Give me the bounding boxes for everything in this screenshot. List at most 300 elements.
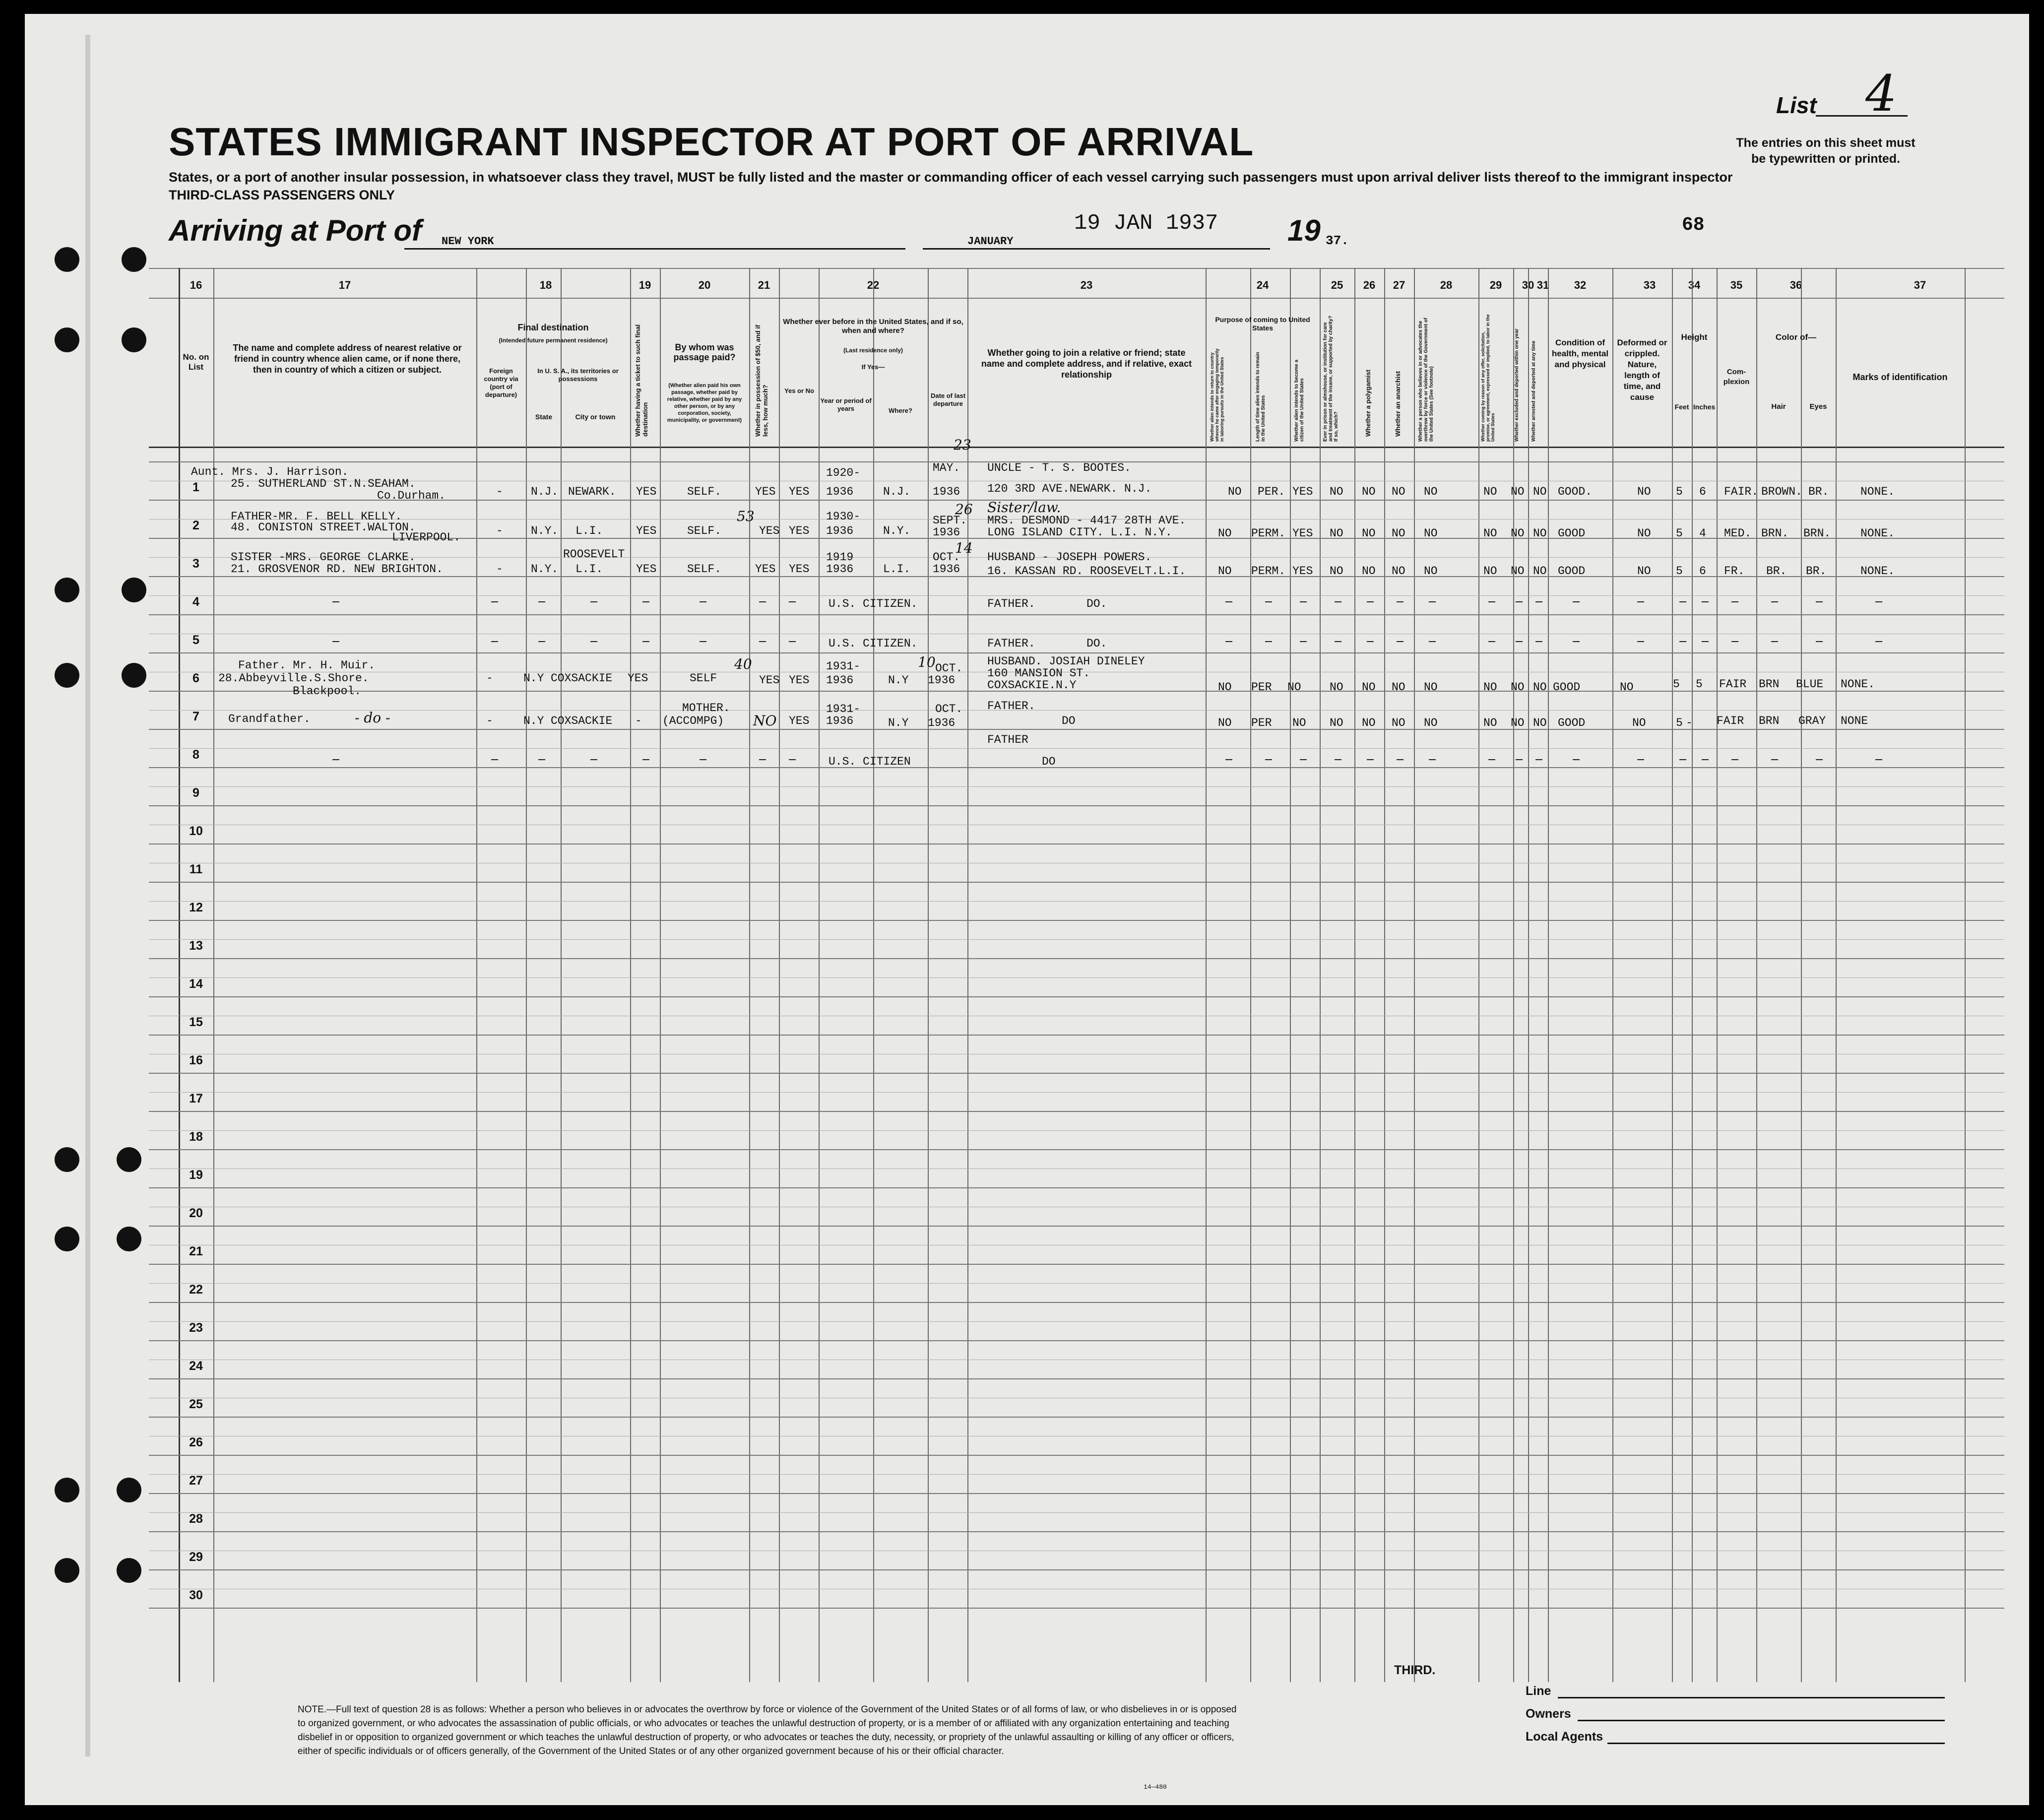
row-rule [149, 729, 2004, 730]
arrested-value: NO [1533, 716, 1547, 729]
dash-mark [1300, 759, 1307, 760]
arrested-value: NO [1533, 527, 1547, 540]
anarchist-value: NO [1392, 565, 1405, 578]
hdr-excluded: Whether excluded and deported within one year [1514, 328, 1520, 442]
departure-month: MAY. [933, 461, 960, 474]
prison-value: NO [1330, 716, 1343, 729]
hdr-passage: By whom was passage paid? [673, 342, 736, 362]
col-num: 20 [698, 279, 711, 291]
date-stamp: 19 JAN 1937 [1074, 211, 1218, 236]
hdr-ticket: Whether having a ticket to such final destination [634, 324, 649, 437]
column-line [928, 268, 929, 1682]
dash-mark [538, 759, 545, 760]
height-feet: 5 [1676, 716, 1683, 729]
dash-mark [1225, 759, 1232, 760]
height-inches: 4 [1699, 527, 1706, 540]
row-number: 24 [189, 1359, 203, 1373]
owners-underline [1578, 1720, 1945, 1721]
dash-mark [1516, 601, 1523, 602]
joining-address: 120 3RD AVE.NEWARK. N.J. [987, 482, 1152, 495]
purpose-length: PER [1251, 716, 1272, 729]
dash-mark [1816, 641, 1823, 642]
column-line [561, 268, 562, 1682]
entries-note: The entries on this sheet must be typewritten or printed. [1736, 136, 1916, 166]
binder-hole [117, 1147, 141, 1172]
dash-mark [1535, 641, 1542, 642]
dash-mark [1535, 601, 1542, 602]
departure-month: OCT. [935, 703, 963, 715]
ticket-value: YES [636, 524, 657, 537]
dest-city: COXSACKIE [551, 672, 613, 685]
col-num: 34 [1688, 279, 1701, 291]
column-line [1756, 268, 1757, 1682]
eyes-value: BLUE [1796, 678, 1824, 691]
anarchist-value: NO [1392, 716, 1405, 729]
height-inches: - [1686, 716, 1693, 729]
binder-hole [117, 1478, 141, 1502]
dash-mark [789, 759, 796, 760]
relative-address-line: Co.Durham. [377, 489, 446, 502]
prison-value: NO [1330, 485, 1343, 498]
dash-mark [1335, 759, 1341, 760]
hdr-relative: The name and complete address of nearest relative or friend in country whence alien came, or if none there, then in country of which a citizen or subject. [233, 343, 462, 375]
purpose-length: PERM. [1251, 527, 1286, 540]
col-num: 21 [758, 279, 770, 291]
dest-city: L.I. [575, 524, 603, 537]
dest-state: N.Y. [531, 524, 559, 537]
dash-mark [1488, 641, 1495, 642]
dash-mark [491, 759, 498, 760]
column-line [1354, 268, 1355, 1682]
agents-underline [1607, 1743, 1945, 1744]
hdr-purpose: Purpose of coming to United States [1215, 316, 1310, 332]
row-rule [149, 1264, 2004, 1265]
complexion-value: FAIR. [1724, 485, 1759, 498]
arrested-value: NO [1533, 485, 1547, 498]
prison-value: NO [1330, 527, 1343, 540]
years-period: 1919 [826, 551, 854, 564]
deformed-value: NO [1637, 565, 1651, 578]
purpose-citizen: YES [1292, 485, 1313, 498]
joining-relative: FATHER. [987, 637, 1035, 650]
arriving-label: Arriving at Port of [169, 214, 422, 247]
form-code: 14—480 [1144, 1783, 1167, 1791]
years-period: 1936 [826, 715, 854, 727]
dash-mark [1488, 759, 1495, 760]
departure-year: 1936 [928, 674, 956, 687]
row-sub-rule [149, 1092, 2004, 1093]
row-rule [149, 1149, 2004, 1150]
row-number: 17 [189, 1092, 203, 1105]
row-number: 28 [189, 1512, 203, 1526]
row-sub-rule [149, 1283, 2004, 1284]
third-class-label: THIRD. [1394, 1663, 1436, 1677]
joining-relative: FATHER. [987, 700, 1035, 713]
arrested-value: NO [1533, 565, 1547, 578]
foreign-country: - [486, 672, 493, 685]
excluded-value: NO [1511, 485, 1525, 498]
deformed-value: NO [1637, 527, 1651, 540]
overthrow-value: NO [1424, 565, 1438, 578]
ticket-value: YES [628, 672, 648, 685]
dest-state: N.J. [531, 485, 559, 498]
before-us: YES [789, 715, 810, 727]
row-sub-rule [149, 901, 2004, 902]
height-feet: 5 [1676, 485, 1683, 498]
dash-mark [1875, 759, 1882, 760]
row-sub-rule [149, 1130, 2004, 1131]
joining-ditto: DO [1062, 715, 1076, 727]
dash-mark [1573, 641, 1580, 642]
dest-city: ROOSEVELT [563, 548, 625, 561]
years-period: 1936 [826, 563, 854, 576]
col-num: 26 [1363, 279, 1376, 291]
hdr-polygamist: Whether a polygamist [1364, 369, 1372, 437]
hair-value: BRN. [1761, 527, 1789, 540]
page-title: STATES IMMIGRANT INSPECTOR AT PORT OF ARRIVAL [169, 120, 1254, 164]
purpose-length: PER [1251, 681, 1272, 694]
dash-mark [491, 601, 498, 602]
col-num: 28 [1440, 279, 1453, 291]
joining-address: 16. KASSAN RD. ROOSEVELT.L.I. [987, 565, 1186, 578]
row-number: 20 [189, 1206, 203, 1220]
dash-mark [1488, 601, 1495, 602]
column-line [779, 268, 780, 1682]
row-number: 3 [192, 557, 199, 571]
binder-hole [117, 1227, 141, 1251]
dash-mark [1573, 601, 1580, 602]
relative-name: Aunt. Mrs. J. Harrison. [191, 465, 349, 478]
year-prefix: 19 [1287, 214, 1321, 247]
dest-state: N.Y [523, 715, 544, 727]
deformed-value: NO [1637, 485, 1651, 498]
page-code: 68 [1682, 214, 1705, 236]
ticket-value: YES [636, 485, 657, 498]
hdr-prison: Ever in prison or almshouse, or institution for care and treatment of the insane, or supported by charity? If so, which? [1323, 316, 1339, 442]
hdr-in-usa: In U. S. A., its territories or possessions [537, 367, 619, 383]
dash-mark [1397, 759, 1404, 760]
dash-mark [642, 641, 649, 642]
col-num: 31 [1536, 279, 1549, 291]
class-line: THIRD-CLASS PASSENGERS ONLY [169, 188, 395, 202]
departure-year: 1936 [933, 563, 960, 576]
eyes-value: GRAY [1798, 715, 1826, 727]
binder-hole [55, 1227, 79, 1251]
dash-mark [1816, 601, 1823, 602]
col-num: 24 [1256, 279, 1269, 291]
col-num: 37 [1914, 279, 1926, 291]
agents-label: Local Agents [1526, 1730, 1603, 1744]
foreign-country: - [486, 715, 493, 727]
marks-value: NONE. [1841, 678, 1875, 691]
row-rule [149, 1226, 2004, 1227]
polygamist-value: NO [1362, 681, 1376, 694]
binder-hole [122, 327, 146, 352]
col-num: 36 [1789, 279, 1802, 291]
col-num: 29 [1489, 279, 1502, 291]
hdr-purpose-c: Whether alien intends to become a citizen of the United States [1294, 359, 1305, 442]
joining-ditto: DO [1042, 755, 1056, 768]
years-period: 1936 [826, 524, 854, 537]
column-line [1206, 268, 1207, 1682]
row-number: 29 [189, 1550, 203, 1564]
port-underline [404, 248, 905, 250]
row-rule [149, 882, 2004, 883]
relative-address-line: LIVERPOOL. [392, 531, 461, 544]
money-value: YES [755, 563, 776, 576]
page-subtitle: States, or a port of another insular possession, in whatsoever class they travel, MUST be fully listed and the master or commanding officer of each vessel carrying such passengers must upon arrival deliver lists thereof to the immigrant inspector [169, 170, 1733, 185]
column-line [819, 268, 820, 1682]
binder-hole [117, 1558, 141, 1583]
hdr-deformed: Deformed or crippled. Nature, length of time, and cause [1617, 338, 1667, 402]
joining-address-line: COXSACKIE.N.Y [987, 679, 1077, 692]
dash-mark [590, 601, 597, 602]
years-period: 1931- [826, 660, 861, 673]
row-sub-rule [149, 710, 2004, 711]
departure-day-note: 23 [954, 437, 971, 453]
relative-name: Grandfather. [228, 713, 311, 725]
purpose-citizen: YES [1292, 565, 1313, 578]
passage-paid-note: (ACCOMPG) [662, 715, 724, 727]
column-line [476, 268, 477, 1682]
row-number: 11 [189, 862, 203, 876]
dash-mark [1265, 641, 1272, 642]
dash-mark [1397, 601, 1404, 602]
relative-name: SISTER -MRS. GEORGE CLARKE. [231, 551, 416, 564]
labor-offer-value: NO [1483, 681, 1497, 694]
row-sub-rule [149, 748, 2004, 749]
row-rule [149, 691, 2004, 692]
purpose-length: PERM. [1251, 565, 1286, 578]
hdr-city: City or town [575, 413, 616, 421]
col-num: 16 [190, 279, 202, 291]
departure-month: OCT. [935, 662, 963, 675]
dash-mark [1300, 641, 1307, 642]
relative-address: 48. CONISTON STREET.WALTON. [231, 521, 416, 534]
foreign-country: - [496, 563, 503, 576]
dest-state: N.Y [523, 672, 544, 685]
labor-offer-value: NO [1483, 527, 1497, 540]
dest-city: L.I. [575, 563, 603, 576]
health-value: GOOD [1553, 681, 1581, 694]
years-period: 1936 [826, 674, 854, 687]
hdr-passage-note: (Whether alien paid his own passage, whether paid by relative, whether paid by any other person, or by any corporation, society, municipality, or government) [667, 383, 742, 423]
hdr-purpose-b: Length of time alien intends to remain in the United States [1255, 352, 1266, 442]
dash-mark [1816, 759, 1823, 760]
hdr-no-on-list: No. on List [183, 352, 209, 372]
binder-hole [55, 1558, 79, 1583]
row-rule [149, 1378, 2004, 1379]
column-line [1250, 268, 1251, 1682]
column-line [1478, 268, 1479, 1682]
dash-mark [759, 641, 766, 642]
hdr-health: Condition of health, mental and physical [1551, 338, 1609, 369]
hair-value: BRN [1759, 678, 1780, 691]
money-note: 53 [737, 508, 755, 524]
joining-ditto: DO. [1086, 637, 1107, 650]
hdr-color: Color of— [1775, 332, 1817, 342]
passage-paid: SELF. [687, 485, 722, 498]
row-sub-rule [149, 1321, 2004, 1322]
col-num: 32 [1574, 279, 1587, 291]
labor-offer-value: NO [1483, 565, 1497, 578]
hdr-where: Where? [889, 407, 912, 414]
hdr-money: Whether in possession of $50, and if less, how much? [754, 325, 769, 437]
dash-mark [1702, 641, 1709, 642]
dash-mark [538, 641, 545, 642]
hdr-foreign-country: Foreign country via (port of departure) [484, 367, 518, 398]
relative-address: 21. GROSVENOR RD. NEW BRIGHTON. [231, 563, 443, 576]
labor-offer-value: NO [1483, 716, 1497, 729]
dash-mark [700, 601, 706, 602]
joining-relative: FATHER [987, 733, 1028, 746]
excluded-value: NO [1511, 565, 1525, 578]
binder-hole [55, 1147, 79, 1172]
dash-mark [1397, 641, 1404, 642]
dash-mark [1771, 601, 1778, 602]
money-value: YES [759, 674, 780, 687]
citizen-note: U.S. CITIZEN. [829, 637, 918, 650]
column-line [1692, 268, 1693, 1682]
marks-value: NONE [1841, 715, 1868, 727]
row-number: 9 [192, 786, 199, 800]
dash-mark [1731, 641, 1738, 642]
joining-relative: UNCLE - T. S. BOOTES. [987, 461, 1131, 474]
row-sub-rule [149, 786, 2004, 787]
labor-offer-value: NO [1483, 485, 1497, 498]
column-line [213, 268, 214, 1682]
height-feet: 5 [1676, 527, 1683, 540]
col-num: 33 [1643, 279, 1656, 291]
foreign-country: - [496, 524, 503, 537]
col-num: 23 [1080, 279, 1093, 291]
row-rule [149, 958, 2004, 959]
row-rule [149, 1073, 2004, 1074]
column-line [1672, 268, 1673, 1682]
money-value: YES [755, 485, 776, 498]
relative-address: 28.Abbeyville.S.Shore. [218, 672, 369, 685]
hdr-final-destination-note: (Intended future permanent residence) [499, 337, 608, 344]
departure-year: 1936 [928, 716, 956, 729]
row-number: 14 [189, 977, 203, 991]
dash-mark [332, 759, 339, 760]
before-us: YES [789, 674, 810, 687]
hdr-hair: Hair [1771, 402, 1786, 411]
row-rule [149, 805, 2004, 806]
column-line [1548, 268, 1549, 1682]
dash-mark [700, 641, 706, 642]
joining-ditto: DO. [1086, 597, 1107, 610]
dash-mark [759, 759, 766, 760]
citizen-note: U.S. CITIZEN [829, 755, 911, 768]
departure-day-note: 10 [918, 654, 936, 670]
hair-value: BROWN. [1761, 485, 1802, 498]
col-num: 27 [1393, 279, 1405, 291]
row-rule [149, 1493, 2004, 1494]
row-number: 25 [189, 1397, 203, 1411]
health-value: GOOD [1558, 565, 1586, 578]
dash-mark [759, 601, 766, 602]
col-num: 25 [1331, 279, 1343, 291]
column-line [967, 268, 968, 1682]
owners-label: Owners [1526, 1707, 1571, 1721]
row-number: 30 [189, 1588, 203, 1602]
purpose-citizen: YES [1292, 527, 1313, 540]
dash-mark [1265, 759, 1272, 760]
dash-mark [590, 759, 597, 760]
binder-hole [55, 327, 79, 352]
health-value: GOOD [1558, 716, 1586, 729]
column-line [1801, 268, 1802, 1682]
years-period: 1931- [826, 703, 861, 715]
before-us: YES [789, 524, 810, 537]
row-rule [149, 1531, 2004, 1532]
previous-residence: N.Y [888, 716, 909, 729]
row-rule [149, 614, 2004, 615]
binder-hole [55, 247, 79, 272]
column-line [1290, 268, 1291, 1682]
column-line [1513, 268, 1514, 1682]
hdr-year: Year or period of years [820, 397, 872, 412]
dash-mark [1702, 759, 1709, 760]
dash-mark [1516, 641, 1523, 642]
row-rule [149, 844, 2004, 845]
dash-mark [1335, 601, 1341, 602]
dash-mark [1637, 601, 1644, 602]
column-line [630, 268, 631, 1682]
before-us: YES [789, 563, 810, 576]
before-us: YES [789, 485, 810, 498]
complexion-value: FAIR [1719, 678, 1747, 691]
anarchist-value: NO [1392, 485, 1405, 498]
complexion-value: FR. [1724, 565, 1745, 578]
purpose-return: NO [1218, 527, 1232, 540]
row-number: 7 [192, 710, 199, 723]
health-value: GOOD. [1558, 485, 1593, 498]
hdr-complexion: Com-plexion [1723, 368, 1750, 386]
hdr-feet: Feet [1674, 403, 1689, 411]
relative-name: FATHER-MR. F. BELL KELLY. [231, 510, 402, 523]
dash-mark [1300, 601, 1307, 602]
table-top-rule [149, 268, 2004, 269]
dash-mark [332, 641, 339, 642]
col-num: 30 [1522, 279, 1534, 291]
row-sub-rule [149, 595, 2004, 596]
purpose-return: NO [1218, 716, 1232, 729]
row-number: 18 [189, 1130, 203, 1144]
relative-address-line: Blackpool. [293, 685, 362, 698]
row-rule [149, 1187, 2004, 1188]
passage-paid: SELF. [687, 563, 722, 576]
height-inches: 5 [1696, 678, 1703, 691]
line-underline [1558, 1697, 1945, 1698]
deformed-value: NO [1632, 716, 1646, 729]
foreign-country: - [496, 485, 503, 498]
joining-relative: MRS. DESMOND - 4417 28TH AVE. [987, 514, 1186, 527]
dash-mark [1429, 759, 1436, 760]
row-rule [149, 1302, 2004, 1303]
polygamist-value: NO [1362, 527, 1376, 540]
overthrow-value: NO [1424, 485, 1438, 498]
excluded-value: NO [1511, 681, 1525, 694]
list-number: 4 [1865, 65, 1897, 123]
hair-value: BR. [1766, 565, 1787, 578]
joining-relative: HUSBAND. JOSIAH DINELEY [987, 655, 1145, 668]
hdr-yes-no: Yes or No [784, 387, 814, 394]
row-number: 26 [189, 1435, 203, 1449]
dash-mark [1516, 759, 1523, 760]
marks-value: NONE. [1860, 565, 1895, 578]
